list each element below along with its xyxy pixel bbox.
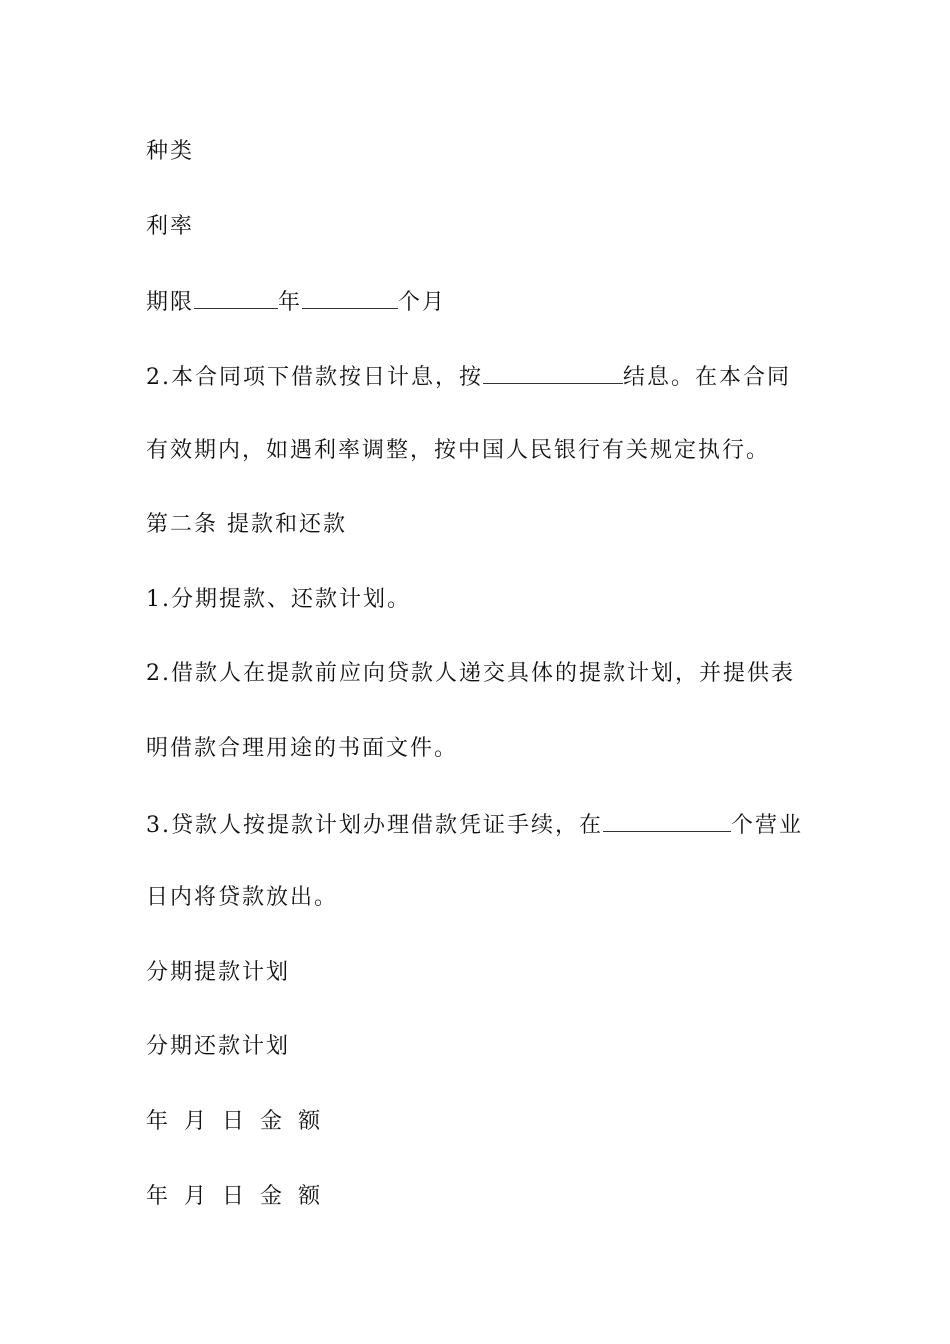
drawdown-plan-title: 分期提款计划 — [146, 960, 291, 985]
date-amount-row-1 — [146, 1107, 816, 1137]
borrower-text: 2.借款人在提款前应向贷款人递交具体的提款计划，并提供表 — [146, 661, 795, 686]
day-label: 日 — [222, 1109, 247, 1134]
text-line-interest — [146, 361, 816, 393]
lender-text-end: 个营业 — [731, 813, 804, 838]
drawdown-plan-heading — [146, 958, 816, 988]
settlement-blank — [483, 361, 623, 384]
label-months: 个月 — [398, 290, 447, 315]
date-amount-row-2 — [146, 1182, 816, 1212]
business-days-blank — [603, 809, 731, 832]
label-rate: 利率 — [146, 214, 195, 239]
month-label: 月 — [184, 1184, 209, 1209]
label-year: 年 — [278, 290, 303, 315]
interest-text-end: 结息。在本合同 — [623, 365, 792, 390]
month-label: 月 — [184, 1109, 209, 1134]
year-label: 年 — [146, 1184, 171, 1209]
amount-label-1: 金 — [260, 1109, 285, 1134]
text-line-documents — [146, 734, 816, 764]
documents-text: 明借款合理用途的书面文件。 — [146, 736, 459, 761]
plan-text: 1.分期提款、还款计划。 — [146, 587, 411, 612]
repayment-plan-title: 分期还款计划 — [146, 1034, 291, 1059]
amount-label-1: 金 — [260, 1184, 285, 1209]
interest-text-start: 2.本合同项下借款按日计息，按 — [146, 365, 483, 390]
label-type: 种类 — [146, 139, 195, 164]
text-line-rate — [146, 212, 816, 242]
text-line-release — [146, 883, 816, 913]
text-line-plan — [146, 585, 816, 615]
text-line-borrower — [146, 659, 816, 689]
day-label: 日 — [222, 1184, 247, 1209]
repayment-plan-heading — [146, 1032, 816, 1062]
term-months-blank — [302, 286, 398, 309]
text-line-lender — [146, 809, 816, 841]
rate-adjust-text: 有效期内，如遇利率调整，按中国人民银行有关规定执行。 — [146, 438, 771, 463]
article-two-heading — [146, 510, 816, 540]
amount-label-2: 额 — [298, 1109, 323, 1134]
term-years-blank — [194, 286, 278, 309]
label-term: 期限 — [146, 290, 195, 315]
article-two-title: 第二条 提款和还款 — [146, 512, 347, 537]
amount-label-2: 额 — [298, 1184, 323, 1209]
release-text: 日内将贷款放出。 — [146, 885, 339, 910]
lender-text-start: 3.贷款人按提款计划办理借款凭证手续，在 — [146, 813, 603, 838]
text-line-type — [146, 137, 816, 167]
text-line-rate-adjust — [146, 436, 816, 466]
text-line-term — [146, 286, 816, 318]
year-label: 年 — [146, 1109, 171, 1134]
